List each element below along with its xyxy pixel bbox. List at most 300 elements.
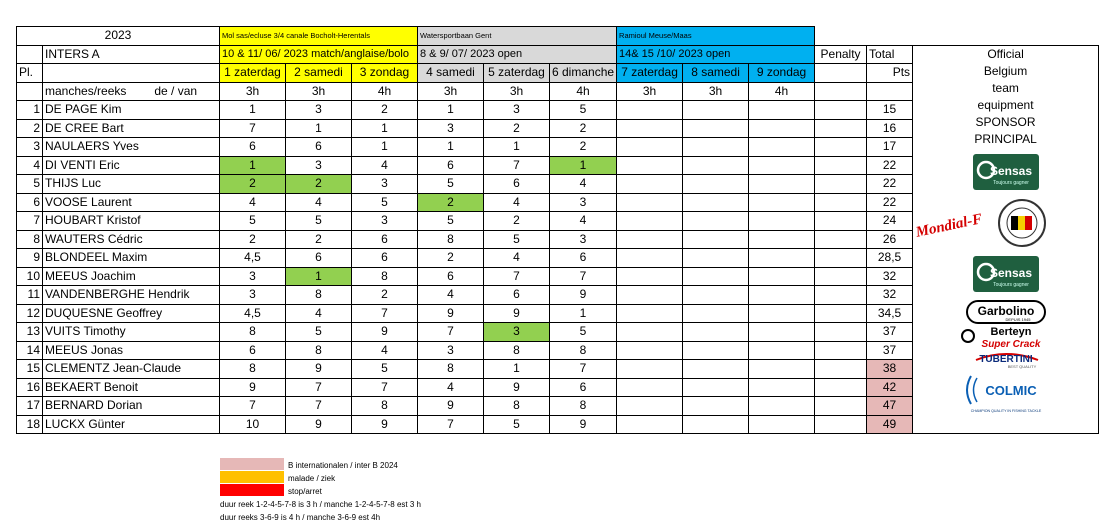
total-cell: 26 <box>867 230 913 249</box>
total-cell: 49 <box>867 415 913 434</box>
score-cell: 9 <box>220 378 286 397</box>
score-cell: 7 <box>418 415 484 434</box>
score-cell <box>749 138 815 157</box>
sponsor-text-6: PRINCIPAL <box>974 131 1037 146</box>
score-cell: 2 <box>484 119 550 138</box>
angler-name: DE PAGE Kim <box>43 101 220 120</box>
place-cell: 13 <box>17 323 43 342</box>
angler-name: MEEUS Joachim <box>43 267 220 286</box>
total-cell: 22 <box>867 175 913 194</box>
penalty-cell <box>815 267 867 286</box>
place-cell: 5 <box>17 175 43 194</box>
score-cell: 5 <box>418 175 484 194</box>
penalty-cell <box>815 156 867 175</box>
score-cell: 1 <box>220 101 286 120</box>
sponsor-text-5: SPONSOR <box>975 114 1036 129</box>
score-cell: 5 <box>550 101 617 120</box>
place-cell: 16 <box>17 378 43 397</box>
score-cell: 7 <box>550 360 617 379</box>
score-cell: 8 <box>418 360 484 379</box>
legend-note-2: duur reeks 3-6-9 is 4 h / manche 3-6-9 est 4h <box>220 513 381 522</box>
berteyn-logo-text: Berteyn <box>990 325 1032 338</box>
score-cell <box>683 341 749 360</box>
score-cell: 9 <box>352 415 418 434</box>
score-cell <box>749 156 815 175</box>
score-cell: 7 <box>418 323 484 342</box>
round-header-4: 4 samedi <box>418 64 484 83</box>
score-cell: 9 <box>550 415 617 434</box>
score-cell <box>683 378 749 397</box>
place-cell: 4 <box>17 156 43 175</box>
penalty-cell <box>815 101 867 120</box>
penalty-cell <box>815 378 867 397</box>
score-cell <box>683 193 749 212</box>
federation-seal-icon <box>997 198 1047 248</box>
score-cell: 6 <box>220 341 286 360</box>
total-cell-header <box>867 82 913 101</box>
score-cell <box>683 360 749 379</box>
score-cell <box>617 360 683 379</box>
score-cell: 7 <box>220 119 286 138</box>
legend-red-text: stop/arret <box>288 487 322 496</box>
sensas-logo-2-text: Sensas <box>989 265 1032 280</box>
sensas-logo <box>973 154 1039 190</box>
score-cell: 3 <box>484 101 550 120</box>
total-cell: 32 <box>867 267 913 286</box>
score-cell: 2 <box>550 138 617 157</box>
score-cell <box>617 323 683 342</box>
score-cell <box>617 156 683 175</box>
score-cell <box>683 267 749 286</box>
total-cell: 34,5 <box>867 304 913 323</box>
score-cell <box>749 193 815 212</box>
penalty-header: Penalty <box>815 45 867 64</box>
score-cell <box>683 249 749 268</box>
penalty-cell <box>815 119 867 138</box>
place-cell: 11 <box>17 286 43 305</box>
angler-name: WAUTERS Cédric <box>43 230 220 249</box>
score-cell: 6 <box>484 175 550 194</box>
score-cell <box>749 397 815 416</box>
total-cell: 24 <box>867 212 913 231</box>
penalty-cell <box>815 304 867 323</box>
place-cell: 10 <box>17 267 43 286</box>
score-cell: 7 <box>220 397 286 416</box>
place-cell: 18 <box>17 415 43 434</box>
duration-7: 3h <box>617 82 683 101</box>
score-cell: 9 <box>484 378 550 397</box>
duration-6: 4h <box>550 82 617 101</box>
from-label: de / van <box>154 83 198 98</box>
venue-2: Watersportbaan Gent <box>418 27 617 46</box>
score-cell: 1 <box>550 156 617 175</box>
score-cell: 1 <box>220 156 286 175</box>
score-cell <box>749 341 815 360</box>
place-cell: 14 <box>17 341 43 360</box>
score-cell: 1 <box>484 360 550 379</box>
score-cell <box>749 175 815 194</box>
score-cell <box>617 101 683 120</box>
legend-note-1: duur reek 1-2-4-5-7-8 is 3 h / manche 1-2-4-5-7-8 est 3 h <box>220 500 421 509</box>
score-cell: 2 <box>550 119 617 138</box>
score-cell: 2 <box>352 101 418 120</box>
date-1: 10 & 11/ 06/ 2023 match/anglaise/bolo <box>220 45 418 64</box>
score-cell: 4 <box>484 193 550 212</box>
place-cell: 9 <box>17 249 43 268</box>
total-header: Total <box>867 45 913 64</box>
place-header: Pl. <box>17 64 43 83</box>
score-cell: 10 <box>220 415 286 434</box>
angler-name: VOOSE Laurent <box>43 193 220 212</box>
year-cell: 2023 <box>17 27 220 46</box>
place-cell: 12 <box>17 304 43 323</box>
score-cell: 8 <box>418 230 484 249</box>
score-cell: 8 <box>220 360 286 379</box>
score-cell: 7 <box>286 378 352 397</box>
angler-name: BERNARD Dorian <box>43 397 220 416</box>
score-cell: 4 <box>418 286 484 305</box>
score-cell <box>749 267 815 286</box>
duration-2: 3h <box>286 82 352 101</box>
place-cell: 17 <box>17 397 43 416</box>
duration-8: 3h <box>683 82 749 101</box>
score-cell: 3 <box>220 267 286 286</box>
score-cell <box>617 415 683 434</box>
tubertini-logo <box>966 350 1046 370</box>
date-2: 8 & 9/ 07/ 2023 open <box>418 45 617 64</box>
score-cell <box>683 101 749 120</box>
score-cell <box>749 415 815 434</box>
round-header-9: 9 zondag <box>749 64 815 83</box>
score-cell: 8 <box>286 286 352 305</box>
pts-header: Pts <box>867 64 913 83</box>
score-cell: 8 <box>286 341 352 360</box>
score-cell: 3 <box>286 156 352 175</box>
score-cell: 2 <box>286 175 352 194</box>
score-cell <box>617 304 683 323</box>
sponsor-text-4: equipment <box>977 97 1034 112</box>
berteyn-logo-sub: Super Crack <box>981 338 1041 350</box>
score-cell: 4 <box>352 341 418 360</box>
angler-name: DE CREE Bart <box>43 119 220 138</box>
score-cell: 1 <box>418 101 484 120</box>
legend-swatch-pink <box>220 458 284 470</box>
angler-name: BEKAERT Benoit <box>43 378 220 397</box>
penalty-cell <box>815 323 867 342</box>
penalty-cell <box>815 249 867 268</box>
score-cell: 1 <box>352 138 418 157</box>
score-cell: 5 <box>220 212 286 231</box>
score-cell: 8 <box>550 397 617 416</box>
legend-swatch-orange <box>220 471 284 483</box>
score-cell: 2 <box>286 230 352 249</box>
score-cell: 2 <box>484 212 550 231</box>
score-cell: 8 <box>550 341 617 360</box>
score-cell: 6 <box>286 138 352 157</box>
score-cell: 6 <box>352 249 418 268</box>
score-cell <box>617 267 683 286</box>
venue-3: Ramioul Meuse/Maas <box>617 27 815 46</box>
penalty-cell <box>815 341 867 360</box>
total-cell: 32 <box>867 286 913 305</box>
logo-row <box>915 198 1096 254</box>
score-cell: 4 <box>220 193 286 212</box>
round-header-8: 8 samedi <box>683 64 749 83</box>
angler-name: NAULAERS Yves <box>43 138 220 157</box>
score-cell: 6 <box>550 378 617 397</box>
score-cell: 8 <box>352 397 418 416</box>
score-cell <box>683 323 749 342</box>
angler-name: VANDENBERGHE Hendrik <box>43 286 220 305</box>
score-cell <box>749 286 815 305</box>
score-cell <box>617 212 683 231</box>
total-cell: 22 <box>867 156 913 175</box>
score-cell: 9 <box>352 323 418 342</box>
garbolino-logo <box>966 300 1046 324</box>
score-cell: 7 <box>484 267 550 286</box>
round-header-6: 6 dimanche <box>550 64 617 83</box>
place-cell: 15 <box>17 360 43 379</box>
place-cell: 8 <box>17 230 43 249</box>
penalty-cell <box>815 415 867 434</box>
place-cell: 7 <box>17 212 43 231</box>
sensas-logo-text: Sensas <box>989 163 1032 178</box>
score-cell <box>749 360 815 379</box>
score-cell <box>749 230 815 249</box>
angler-name: LUCKX Günter <box>43 415 220 434</box>
rounds-label-cell <box>43 82 220 101</box>
score-cell: 8 <box>484 397 550 416</box>
sensas-logo-sub: Toujours gagner <box>992 179 1029 186</box>
mondial-logo-text: Mondial-F <box>914 210 984 241</box>
total-cell: 42 <box>867 378 913 397</box>
score-cell: 9 <box>286 415 352 434</box>
round-header-7: 7 zaterdag <box>617 64 683 83</box>
legend-swatch-red <box>220 484 284 496</box>
score-cell: 6 <box>352 230 418 249</box>
score-cell: 2 <box>220 175 286 194</box>
score-cell: 6 <box>220 138 286 157</box>
score-cell <box>749 378 815 397</box>
score-cell: 8 <box>352 267 418 286</box>
penalty-cell <box>815 397 867 416</box>
score-cell: 4,5 <box>220 249 286 268</box>
legend-pink-text: B internationalen / inter B 2024 <box>288 461 398 470</box>
score-cell: 4 <box>550 175 617 194</box>
penalty-cell <box>815 193 867 212</box>
score-cell: 4 <box>418 378 484 397</box>
angler-name: BLONDEEL Maxim <box>43 249 220 268</box>
score-cell: 3 <box>484 323 550 342</box>
angler-name: CLEMENTZ Jean-Claude <box>43 360 220 379</box>
sensas-logo-2-sub: Toujours gagner <box>992 281 1029 288</box>
score-cell <box>749 119 815 138</box>
duration-9: 4h <box>749 82 815 101</box>
angler-name: DI VENTI Eric <box>43 156 220 175</box>
penalty-cell <box>815 286 867 305</box>
score-cell <box>749 249 815 268</box>
score-cell <box>683 230 749 249</box>
score-cell: 1 <box>550 304 617 323</box>
score-cell: 6 <box>418 267 484 286</box>
angler-name: HOUBART Kristof <box>43 212 220 231</box>
group-label: INTERS A <box>43 45 220 64</box>
score-cell: 9 <box>484 304 550 323</box>
score-cell <box>617 119 683 138</box>
place-cell: 6 <box>17 193 43 212</box>
score-cell: 4 <box>286 193 352 212</box>
sponsor-panel <box>913 45 1099 434</box>
score-cell: 3 <box>550 230 617 249</box>
score-cell <box>683 304 749 323</box>
score-cell <box>683 212 749 231</box>
score-cell: 7 <box>550 267 617 286</box>
total-cell: 15 <box>867 101 913 120</box>
round-header-2: 2 samedi <box>286 64 352 83</box>
total-cell: 47 <box>867 397 913 416</box>
score-cell: 5 <box>352 360 418 379</box>
score-cell: 7 <box>352 378 418 397</box>
score-cell <box>749 212 815 231</box>
score-cell: 9 <box>550 286 617 305</box>
penalty-cell <box>815 175 867 194</box>
score-cell: 4 <box>484 249 550 268</box>
duration-3: 4h <box>352 82 418 101</box>
score-cell: 1 <box>286 119 352 138</box>
score-cell: 5 <box>484 415 550 434</box>
sponsor-text-2: Belgium <box>983 63 1028 78</box>
total-cell: 38 <box>867 360 913 379</box>
score-cell <box>617 378 683 397</box>
score-cell <box>617 230 683 249</box>
penalty-cell <box>815 230 867 249</box>
score-cell: 6 <box>550 249 617 268</box>
results-table <box>16 26 1099 434</box>
score-cell: 5 <box>286 323 352 342</box>
duration-1: 3h <box>220 82 286 101</box>
score-cell: 5 <box>484 230 550 249</box>
sponsor-text-1: Official <box>987 46 1024 61</box>
angler-name: THIJS Luc <box>43 175 220 194</box>
score-cell: 3 <box>220 286 286 305</box>
score-cell <box>617 249 683 268</box>
round-header-5: 5 zaterdag <box>484 64 550 83</box>
penalty-cell <box>815 212 867 231</box>
score-cell: 4 <box>352 156 418 175</box>
score-cell: 6 <box>286 249 352 268</box>
score-cell <box>617 138 683 157</box>
rounds-label: manches/reeks <box>45 83 127 98</box>
score-cell: 2 <box>352 286 418 305</box>
penalty-spacer <box>815 64 867 83</box>
score-cell <box>683 397 749 416</box>
score-cell <box>749 304 815 323</box>
garbolino-logo-sub: DEPUIS 1945 <box>1005 316 1030 322</box>
score-cell: 6 <box>418 156 484 175</box>
score-cell: 7 <box>352 304 418 323</box>
sponsor-text-3: team <box>992 80 1019 95</box>
score-cell: 1 <box>286 267 352 286</box>
duration-5: 3h <box>484 82 550 101</box>
score-cell <box>749 323 815 342</box>
score-cell: 5 <box>286 212 352 231</box>
angler-name: DUQUESNE Geoffrey <box>43 304 220 323</box>
penalty-cell <box>815 138 867 157</box>
total-cell: 22 <box>867 193 913 212</box>
angler-name: MEEUS Jonas <box>43 341 220 360</box>
score-cell: 7 <box>484 156 550 175</box>
colmic-logo-sub: CHAMPION QUALITY IN FISHING TACKLE <box>970 408 1041 413</box>
score-cell: 7 <box>286 397 352 416</box>
round-header-3: 3 zondag <box>352 64 418 83</box>
score-cell <box>683 138 749 157</box>
colmic-logo <box>961 370 1051 416</box>
score-cell: 8 <box>484 341 550 360</box>
score-cell <box>749 101 815 120</box>
score-cell: 6 <box>484 286 550 305</box>
score-cell: 2 <box>220 230 286 249</box>
venue-1: Mol sas/ecluse 3/4 canale Bocholt-Herentals <box>220 27 418 46</box>
total-cell: 28,5 <box>867 249 913 268</box>
score-cell <box>683 415 749 434</box>
score-cell: 3 <box>286 101 352 120</box>
score-cell: 1 <box>418 138 484 157</box>
garbolino-logo-text: Garbolino <box>977 303 1034 318</box>
score-cell: 4 <box>286 304 352 323</box>
date-3: 14& 15 /10/ 2023 open <box>617 45 815 64</box>
score-cell: 2 <box>418 249 484 268</box>
sensas-logo-2 <box>973 256 1039 292</box>
round-header-1: 1 zaterdag <box>220 64 286 83</box>
total-cell: 37 <box>867 341 913 360</box>
place-cell: 2 <box>17 119 43 138</box>
score-cell: 3 <box>550 193 617 212</box>
place-cell: 1 <box>17 101 43 120</box>
score-cell: 3 <box>418 119 484 138</box>
tubertini-logo-sub: BEST QUALITY <box>1007 363 1036 369</box>
score-cell <box>617 286 683 305</box>
mondial-logo <box>914 204 984 244</box>
score-cell: 3 <box>418 341 484 360</box>
duration-4: 3h <box>418 82 484 101</box>
score-cell: 2 <box>418 193 484 212</box>
score-cell: 3 <box>352 175 418 194</box>
total-cell: 37 <box>867 323 913 342</box>
score-cell: 5 <box>550 323 617 342</box>
total-cell: 16 <box>867 119 913 138</box>
score-cell: 1 <box>352 119 418 138</box>
penalty-cell-header <box>815 82 867 101</box>
score-cell <box>617 341 683 360</box>
score-cell <box>683 156 749 175</box>
score-cell: 5 <box>352 193 418 212</box>
score-cell <box>683 286 749 305</box>
score-cell <box>683 119 749 138</box>
berteyn-logo <box>956 324 1056 350</box>
score-cell: 3 <box>352 212 418 231</box>
place-cell: 3 <box>17 138 43 157</box>
legend-orange-text: malade / ziek <box>288 474 336 483</box>
score-cell: 5 <box>418 212 484 231</box>
tubertini-logo-text: TUBERTINI <box>978 353 1033 365</box>
score-cell <box>617 193 683 212</box>
score-cell <box>683 175 749 194</box>
score-cell: 9 <box>286 360 352 379</box>
score-cell <box>617 397 683 416</box>
penalty-cell <box>815 360 867 379</box>
score-cell: 1 <box>484 138 550 157</box>
total-cell: 17 <box>867 138 913 157</box>
